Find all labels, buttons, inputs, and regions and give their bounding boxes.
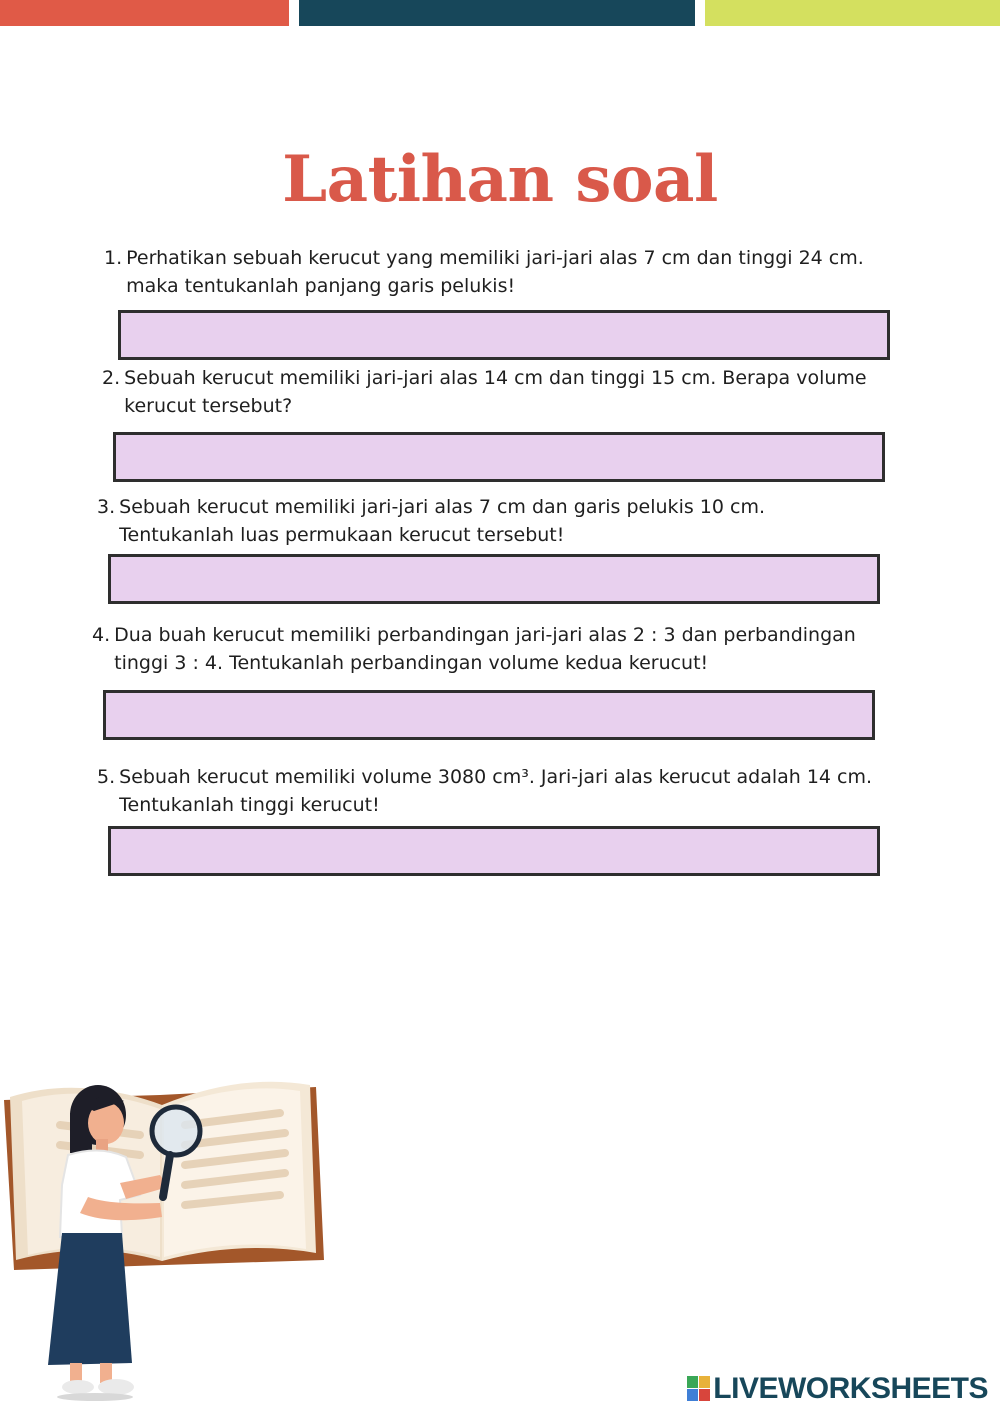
question-number: 5. (97, 766, 116, 788)
question-text-line: kerucut tersebut? (124, 395, 293, 417)
question-number: 3. (97, 496, 116, 518)
question-number: 1. (104, 247, 123, 269)
header-bar-navy (299, 0, 695, 26)
question-text-line: Tentukanlah tinggi kerucut! (119, 794, 380, 816)
question-2 (102, 364, 922, 420)
answer-box-3[interactable] (108, 554, 880, 604)
brand-footer (687, 1372, 988, 1406)
question-4 (92, 621, 922, 677)
answer-box-5[interactable] (108, 826, 880, 876)
page-title: Latihan soal (282, 142, 718, 217)
question-1 (104, 244, 924, 300)
header-bar-lime (705, 0, 1000, 26)
question-text-line: maka tentukanlah panjang garis pelukis! (126, 275, 516, 297)
question-3 (97, 493, 917, 549)
question-text-line: Sebuah kerucut memiliki jari-jari alas 14 cm dan tinggi 15 cm. Berapa volume (124, 367, 867, 389)
question-text-line: Tentukanlah luas permukaan kerucut tersebut! (119, 524, 565, 546)
question-text-line: Sebuah kerucut memiliki volume 3080 cm³. Jari-jari alas kerucut adalah 14 cm. (119, 766, 873, 788)
liveworksheets-logo-icon (687, 1376, 711, 1402)
brand-name: LIVEWORKSHEETS (713, 1372, 988, 1405)
question-5 (97, 763, 927, 819)
question-number: 2. (102, 367, 121, 389)
woman-with-magnifier-and-book-icon (0, 1065, 330, 1405)
question-text-line: Dua buah kerucut memiliki perbandingan jari-jari alas 2 : 3 dan perbandingan (114, 624, 856, 646)
question-number: 4. (92, 624, 111, 646)
answer-box-2[interactable] (113, 432, 885, 482)
header-bar-red (0, 0, 289, 26)
question-text-line: Perhatikan sebuah kerucut yang memiliki jari-jari alas 7 cm dan tinggi 24 cm. (126, 247, 864, 269)
answer-box-1[interactable] (118, 310, 890, 360)
question-text-line: tinggi 3 : 4. Tentukanlah perbandingan volume kedua kerucut! (114, 652, 709, 674)
answer-box-4[interactable] (103, 690, 875, 740)
question-text-line: Sebuah kerucut memiliki jari-jari alas 7 cm dan garis pelukis 10 cm. (119, 496, 765, 518)
